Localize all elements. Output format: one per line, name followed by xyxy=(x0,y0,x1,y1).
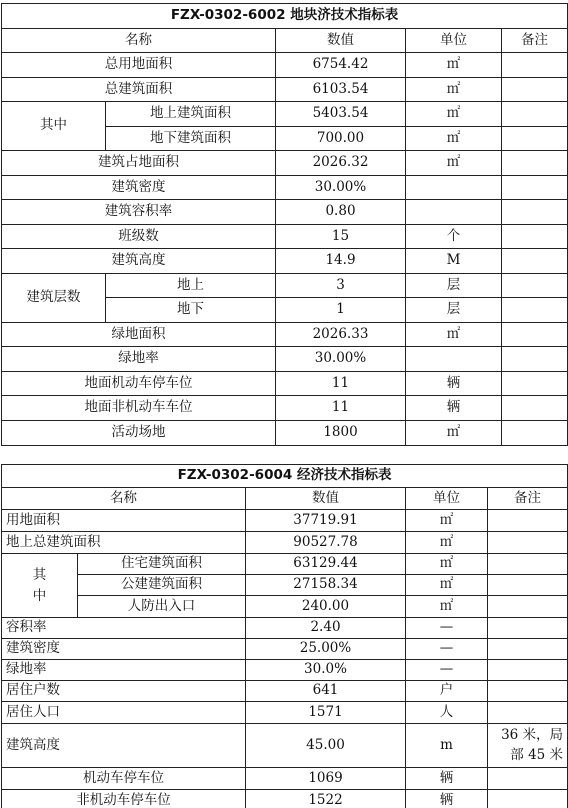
row-label: 建筑高度 xyxy=(2,724,246,768)
row-label: 地上总建筑面积 xyxy=(2,532,246,554)
table-row xyxy=(2,421,568,446)
row-label: 居住人口 xyxy=(2,702,246,724)
row-note xyxy=(488,702,568,724)
row-label: 建筑密度 xyxy=(2,176,276,200)
row-label: 总用地面积 xyxy=(2,53,276,78)
table-row xyxy=(2,510,568,532)
row-value: 30.00% xyxy=(276,176,406,200)
header-name: 名称 xyxy=(2,29,276,53)
row-value: 11 xyxy=(276,396,406,421)
row-unit: ㎡ xyxy=(406,53,502,78)
table-title: FZX-0302-6002 地块济技术指标表 xyxy=(2,4,568,29)
row-unit xyxy=(406,176,502,200)
row-value: 2026.33 xyxy=(276,323,406,347)
table-row xyxy=(2,724,568,768)
row-value: 30.0% xyxy=(246,660,406,681)
row-label: 地面非机动车车位 xyxy=(2,396,276,421)
row-unit: 户 xyxy=(406,681,488,702)
header-note: 备注 xyxy=(502,29,568,53)
row-value: 14.9 xyxy=(276,249,406,274)
row-label: 人防出入口 xyxy=(78,596,246,618)
row-value: 700.00 xyxy=(276,127,406,151)
row-label: 容积率 xyxy=(2,618,246,639)
row-value: 1 xyxy=(276,298,406,323)
row-value: 63129.44 xyxy=(246,554,406,575)
row-note xyxy=(502,323,568,347)
table-title-row xyxy=(2,465,568,488)
row-note xyxy=(488,768,568,790)
row-unit: 层 xyxy=(406,274,502,298)
row-unit: 层 xyxy=(406,298,502,323)
row-label: 绿地面积 xyxy=(2,323,276,347)
table-row xyxy=(2,681,568,702)
row-value: 90527.78 xyxy=(246,532,406,554)
row-value: 0.80 xyxy=(276,200,406,225)
row-unit: ㎡ xyxy=(406,554,488,575)
row-note xyxy=(502,78,568,102)
row-unit: 辆 xyxy=(406,372,502,396)
row-note xyxy=(488,618,568,639)
row-note xyxy=(502,127,568,151)
row-unit: ㎡ xyxy=(406,102,502,127)
row-unit: ㎡ xyxy=(406,510,488,532)
row-unit: ㎡ xyxy=(406,151,502,176)
row-label: 建筑密度 xyxy=(2,639,246,660)
row-note xyxy=(502,347,568,372)
table-row xyxy=(2,596,568,618)
row-note xyxy=(488,790,568,808)
row-note: 36 米，局部 45 米 xyxy=(488,724,568,768)
group-label: 其 中 xyxy=(2,554,78,618)
row-unit: — xyxy=(406,618,488,639)
row-value: 2.40 xyxy=(246,618,406,639)
table-row xyxy=(2,78,568,102)
table-title: FZX-0302-6004 经济技术指标表 xyxy=(2,465,568,488)
table-row xyxy=(2,768,568,790)
row-note xyxy=(502,200,568,225)
group-label: 其中 xyxy=(2,102,106,151)
row-label: 机动车停车位 xyxy=(2,768,246,790)
row-value: 6754.42 xyxy=(276,53,406,78)
row-label: 建筑占地面积 xyxy=(2,151,276,176)
table-row xyxy=(2,554,568,575)
row-value: 240.00 xyxy=(246,596,406,618)
row-note xyxy=(502,421,568,446)
header-row xyxy=(2,488,568,510)
table-row xyxy=(2,702,568,724)
header-unit: 单位 xyxy=(406,29,502,53)
row-note xyxy=(502,151,568,176)
row-unit: 辆 xyxy=(406,768,488,790)
table-row xyxy=(2,225,568,249)
row-unit: ㎡ xyxy=(406,421,502,446)
table-row xyxy=(2,53,568,78)
row-note xyxy=(488,681,568,702)
row-value: 3 xyxy=(276,274,406,298)
group-label: 建筑层数 xyxy=(2,274,106,323)
row-note xyxy=(488,510,568,532)
row-label: 绿地率 xyxy=(2,347,276,372)
row-label: 总建筑面积 xyxy=(2,78,276,102)
row-value: 45.00 xyxy=(246,724,406,768)
row-unit: 辆 xyxy=(406,396,502,421)
row-note xyxy=(502,298,568,323)
row-value: 1522 xyxy=(246,790,406,808)
table-row xyxy=(2,532,568,554)
row-label: 绿地率 xyxy=(2,660,246,681)
row-label: 地面机动车停车位 xyxy=(2,372,276,396)
row-note xyxy=(502,102,568,127)
row-value: 25.00% xyxy=(246,639,406,660)
row-note xyxy=(502,396,568,421)
row-unit: ㎡ xyxy=(406,596,488,618)
row-unit: M xyxy=(406,249,502,274)
row-note xyxy=(488,532,568,554)
header-value: 数值 xyxy=(276,29,406,53)
row-value: 2026.32 xyxy=(276,151,406,176)
row-label: 地下 xyxy=(106,298,276,323)
row-unit xyxy=(406,200,502,225)
table-row xyxy=(2,790,568,808)
header-unit: 单位 xyxy=(406,488,488,510)
row-unit: — xyxy=(406,660,488,681)
row-label: 地上建筑面积 xyxy=(106,102,276,127)
row-label: 建筑容积率 xyxy=(2,200,276,225)
header-row xyxy=(2,29,568,53)
row-unit: ㎡ xyxy=(406,532,488,554)
row-unit: ㎡ xyxy=(406,575,488,596)
table-row xyxy=(2,660,568,681)
row-label: 班级数 xyxy=(2,225,276,249)
row-note xyxy=(488,660,568,681)
row-unit: ㎡ xyxy=(406,78,502,102)
row-note xyxy=(502,249,568,274)
row-unit: ㎡ xyxy=(406,323,502,347)
row-note xyxy=(502,225,568,249)
row-label: 活动场地 xyxy=(2,421,276,446)
row-unit: m xyxy=(406,724,488,768)
row-label: 地上 xyxy=(106,274,276,298)
table-6004 xyxy=(1,464,568,808)
row-value: 1069 xyxy=(246,768,406,790)
table-6002 xyxy=(1,3,568,446)
row-label: 居住户数 xyxy=(2,681,246,702)
row-label: 住宅建筑面积 xyxy=(78,554,246,575)
table-row xyxy=(2,102,568,127)
table-title-row xyxy=(2,4,568,29)
row-label: 非机动车停车位 xyxy=(2,790,246,808)
table-row xyxy=(2,347,568,372)
row-note xyxy=(488,554,568,575)
row-value: 641 xyxy=(246,681,406,702)
row-note xyxy=(488,575,568,596)
row-value: 1571 xyxy=(246,702,406,724)
table-row xyxy=(2,396,568,421)
table-row xyxy=(2,575,568,596)
row-value: 15 xyxy=(276,225,406,249)
row-value: 5403.54 xyxy=(276,102,406,127)
row-value: 1800 xyxy=(276,421,406,446)
row-unit: 个 xyxy=(406,225,502,249)
table-row xyxy=(2,200,568,225)
row-label: 建筑高度 xyxy=(2,249,276,274)
header-name: 名称 xyxy=(2,488,246,510)
table-row xyxy=(2,274,568,298)
row-note xyxy=(488,596,568,618)
row-unit xyxy=(406,347,502,372)
row-value: 6103.54 xyxy=(276,78,406,102)
row-label: 公建建筑面积 xyxy=(78,575,246,596)
row-unit: — xyxy=(406,639,488,660)
table-row xyxy=(2,372,568,396)
table-row xyxy=(2,618,568,639)
row-note xyxy=(488,639,568,660)
table-row xyxy=(2,323,568,347)
row-unit: ㎡ xyxy=(406,127,502,151)
table-row xyxy=(2,249,568,274)
table-row xyxy=(2,151,568,176)
row-unit: 辆 xyxy=(406,790,488,808)
row-note xyxy=(502,372,568,396)
row-note xyxy=(502,274,568,298)
row-note xyxy=(502,53,568,78)
table-row xyxy=(2,639,568,660)
table-row xyxy=(2,176,568,200)
row-value: 30.00% xyxy=(276,347,406,372)
row-unit: 人 xyxy=(406,702,488,724)
row-value: 11 xyxy=(276,372,406,396)
row-label: 地下建筑面积 xyxy=(106,127,276,151)
row-note xyxy=(502,176,568,200)
row-value: 27158.34 xyxy=(246,575,406,596)
header-value: 数值 xyxy=(246,488,406,510)
row-label: 用地面积 xyxy=(2,510,246,532)
header-note: 备注 xyxy=(488,488,568,510)
row-value: 37719.91 xyxy=(246,510,406,532)
